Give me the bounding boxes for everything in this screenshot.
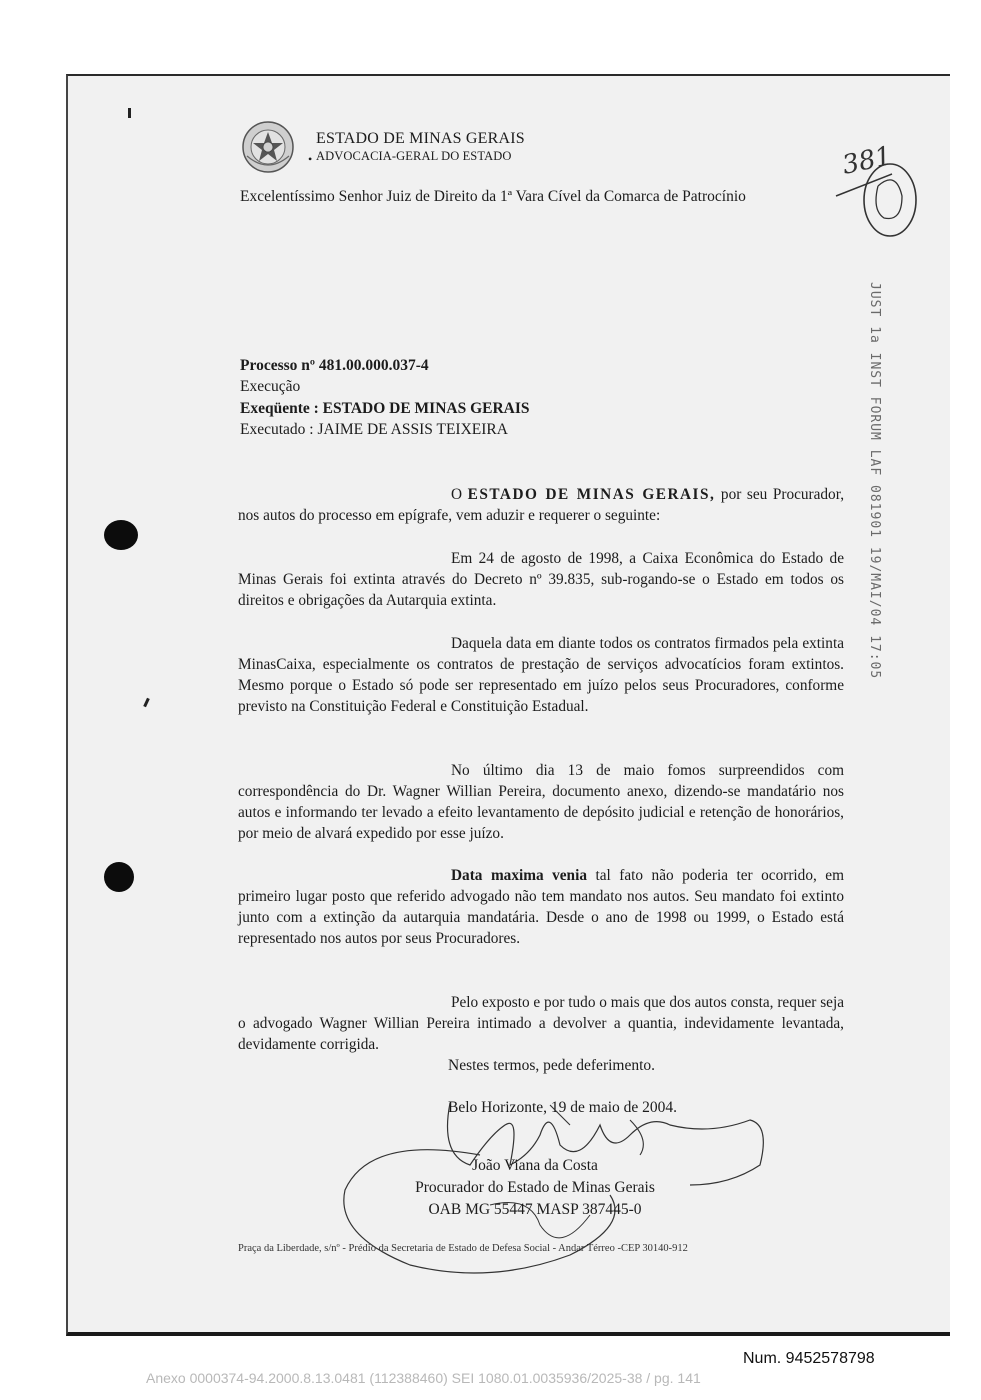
agency-name: ESTADO DE MINAS GERAIS: [316, 130, 525, 147]
punch-hole-bottom: [104, 862, 134, 892]
case-type: Execução: [240, 378, 301, 395]
punch-hole-top: [104, 520, 138, 550]
footer-address: Praça da Liberdade, s/nº - Prédio da Secretaria de Estado de Defesa Social - Andar Térreo -CEP 30140-912: [238, 1243, 688, 1254]
defendant: : JAIME DE ASSIS TEIXEIRA: [309, 421, 508, 438]
court-receipt-stamp: JUST 1a INST FORUM LAF 081901 19/MAI/04 17:05: [867, 282, 882, 680]
sub-agency-name: ADVOCACIA-GERAL DO ESTADO: [316, 149, 512, 163]
paragraph-extinction: Em 24 de agosto de 1998, a Caixa Econômica do Estado de Minas Gerais foi extinta através do Decreto nº 39.835, sub-rogando-se o Estado em todos os direitos e obrigações da Autarquia extinta.: [238, 550, 844, 609]
paragraph-contracts: Daquela data em diante todos os contratos firmados pela extinta MinasCaixa, especialmente os contratos de prestação de serviços advocatícios foram extintos. Mesmo porque o Estado só pode ser representado em juízo pelos seus Procuradores, conforme previsto na Constituição Federal e Constituição Estadual.: [238, 635, 844, 715]
plaintiff-label: Exeqüente :: [240, 400, 319, 417]
addressee: Excelentíssimo Senhor Juiz de Direito da 1ª Vara Cível da Comarca de Patrocínio: [240, 188, 746, 205]
place-date: Belo Horizonte, 19 de maio de 2004.: [448, 1099, 678, 1116]
signature-block: [320, 1155, 750, 1221]
paragraph-correspondence: No último dia 13 de maio fomos surpreendidos com correspondência do Dr. Wagner Willian Pereira, documento anexo, dizendo-se mandatário nos autos e informando ter levado a efeito levantamento de depósito judicial e retenção de honorários, por meio de alvará expedido por esse juízo.: [238, 762, 844, 842]
signer-role: Procurador do Estado de Minas Gerais: [415, 1179, 655, 1196]
paragraph-intro: O ESTADO DE MINAS GERAIS, por seu Procurador, nos autos do processo em epígrafe, vem aduzir e requerer o seguinte:: [238, 486, 845, 524]
defendant-line: [240, 419, 508, 440]
handwritten-page-number: [832, 130, 922, 240]
bullet-mark: •: [308, 152, 313, 166]
sei-reference: Anexo 0000374-94.2000.8.13.0481 (112388460) SEI 1080.01.0035936/2025-38 / pg. 141: [146, 1370, 701, 1386]
closing: Nestes termos, pede deferimento.: [448, 1057, 656, 1074]
plaintiff-line: [240, 398, 530, 419]
signer-ids: OAB MG 55447 MASP 387445-0: [428, 1201, 642, 1218]
signer-name: João Viana da Costa: [472, 1157, 598, 1174]
process-number: Processo nº 481.00.000.037-4: [240, 357, 429, 374]
plaintiff: ESTADO DE MINAS GERAIS: [322, 400, 530, 417]
svg-text:381: 381: [839, 141, 895, 181]
paragraph-data-maxima-venia: Data maxima venia tal fato não poderia ter ocorrido, em primeiro lugar posto que referido advogado não tem mandato nos autos. Seu mandato foi extinto junto com a extinção da autarquia mandatária. Desde o ano de 1998 ou 1999, o Estado está representado nos autos por seus Procuradores.: [238, 867, 844, 947]
coat-of-arms-icon: [241, 120, 295, 174]
document-number: Num. 9452578798: [743, 1350, 875, 1367]
defendant-label: Executado: [240, 421, 306, 438]
paragraph-request: Pelo exposto e por tudo o mais que dos autos consta, requer seja o advogado Wagner Willian Pereira intimado a devolver a quantia, indevidamente levantada, devidamente corrigida.: [238, 994, 844, 1053]
scan-mark: [128, 108, 131, 118]
